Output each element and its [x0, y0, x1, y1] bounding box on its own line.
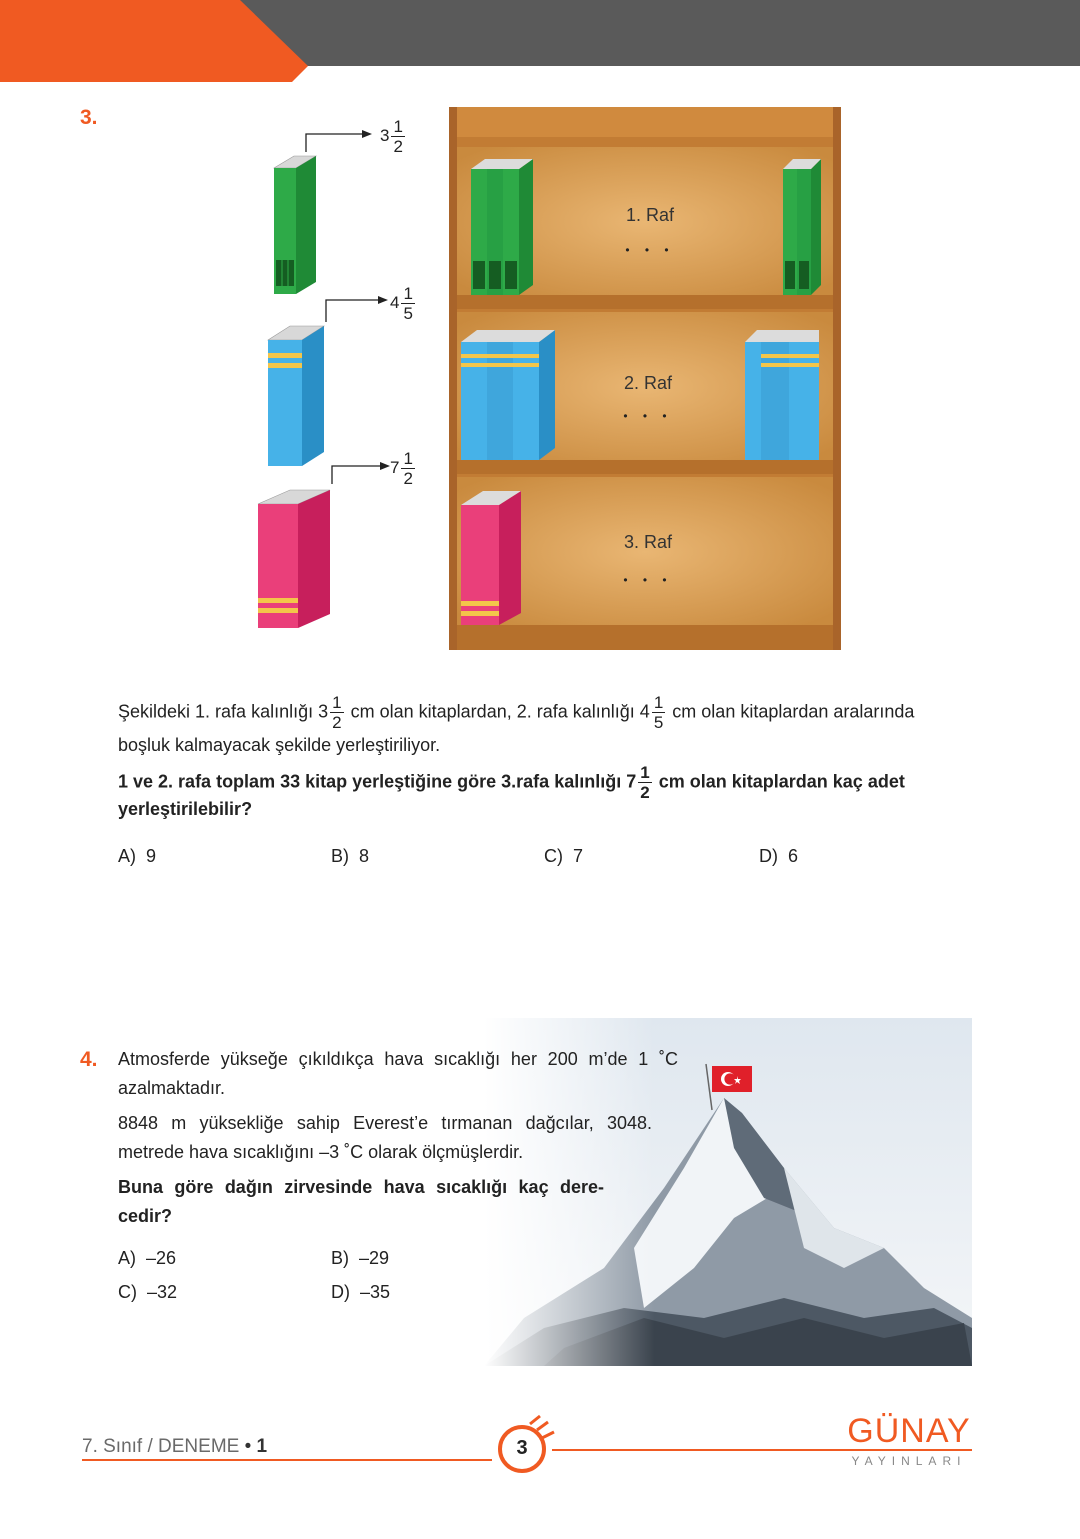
label-den: 2	[403, 469, 413, 488]
q3-option-a[interactable]	[118, 846, 156, 867]
option-value: 8	[359, 846, 370, 866]
q3-option-c[interactable]	[544, 846, 583, 867]
brand-logo: GÜNAY	[847, 1412, 971, 1450]
q3-line1-a: Şekildeki 1. rafa kalınlığı	[118, 701, 314, 722]
q3-bold-line2: yerleştirilebilir?	[118, 799, 253, 819]
q3-f2-whole: 4	[639, 701, 650, 722]
q3-line2: boşluk kalmayacak şekilde yerleştiriliyor.	[118, 735, 441, 755]
option-value: 6	[788, 846, 799, 866]
q3-line1-c: cm olan kitaplardan aralarında	[672, 701, 915, 722]
footer-label-text: 7. Sınıf / DENEME	[82, 1436, 240, 1457]
shelf-1-dots: • • •	[625, 243, 675, 257]
shelf-2-label: 2. Raf	[623, 373, 673, 393]
q3-f2-num: 1	[653, 693, 664, 712]
q4-line1: Atmosferde yükseğe çıkıldıkça hava sıcaklığı her 200 m’de 1 ˚C	[118, 1049, 678, 1069]
q3-bold1-a: 1 ve 2. rafa toplam 33 kitap yerleştiğine göre 3.rafa kalınlığı	[118, 771, 622, 792]
shelf-1-label: 1. Raf	[625, 205, 675, 225]
option-key: B)	[331, 846, 349, 866]
books-illustration	[250, 110, 450, 640]
q4-number: 4.	[80, 1048, 98, 1071]
q3-f1-den: 2	[332, 713, 342, 732]
option-value: –26	[146, 1248, 177, 1268]
q4-text	[118, 1045, 678, 1231]
green-book	[274, 156, 316, 294]
shelf-3-dots: • • •	[623, 573, 673, 587]
shelf-3-label: 3. Raf	[623, 532, 673, 552]
q4-line2: azalmaktadır.	[118, 1078, 226, 1098]
option-value: –29	[359, 1248, 390, 1268]
footer-number: 1	[256, 1436, 268, 1457]
footer-line-left	[82, 1459, 492, 1461]
q3-f2-den: 5	[653, 713, 664, 732]
q3-f3-whole: 7	[626, 771, 637, 792]
green-book-thickness	[380, 118, 407, 155]
option-value: 7	[573, 846, 584, 866]
page-number: 3	[516, 1437, 528, 1459]
blue-book-thickness	[390, 285, 417, 322]
option-key: A)	[118, 1248, 136, 1268]
option-key: C)	[118, 1282, 137, 1302]
shelf-2-dots: • • •	[623, 409, 673, 423]
option-value: –32	[147, 1282, 178, 1302]
label-num: 1	[403, 284, 413, 303]
option-value: –35	[360, 1282, 391, 1302]
q4-bold2: cedir?	[118, 1206, 173, 1226]
label-den: 2	[393, 137, 403, 156]
pink-book	[258, 490, 330, 628]
q3-f3-den: 2	[640, 783, 650, 802]
option-key: D)	[759, 846, 778, 866]
q4-option-b[interactable]	[331, 1248, 389, 1269]
q3-line1	[118, 694, 978, 731]
q3-f1-num: 1	[332, 693, 342, 712]
pink-book-thickness	[390, 450, 417, 487]
q3-line1-b: cm olan kitaplardan, 2. rafa kalınlığı	[350, 701, 635, 722]
q4-bold1: Buna göre dağın zirvesinde hava sıcaklığı kaç dere-	[118, 1177, 604, 1197]
q4-line4: metrede hava sıcaklığını –3 ˚C olarak ölçmüşlerdir.	[118, 1142, 524, 1162]
option-value: 9	[146, 846, 157, 866]
q4-option-a[interactable]	[118, 1248, 176, 1269]
header-accent	[0, 0, 320, 82]
q4-option-c[interactable]	[118, 1282, 177, 1303]
blue-book	[268, 326, 324, 466]
q3-number: 3.	[80, 106, 98, 129]
q3-option-d[interactable]	[759, 846, 798, 867]
q3-f3-num: 1	[640, 763, 650, 782]
label-whole: 4	[390, 292, 400, 312]
label-whole: 7	[390, 457, 400, 477]
q3-option-b[interactable]	[331, 846, 369, 867]
label-den: 5	[403, 304, 413, 323]
q3-bold1-b: cm olan kitaplardan kaç adet	[658, 771, 905, 792]
q4-option-d[interactable]	[331, 1282, 390, 1303]
q3-text	[118, 694, 978, 824]
label-num: 1	[393, 117, 403, 136]
label-whole: 3	[380, 125, 390, 145]
option-key: D)	[331, 1282, 350, 1302]
option-key: A)	[118, 846, 136, 866]
label-num: 1	[403, 449, 413, 468]
option-key: C)	[544, 846, 563, 866]
q4-line3: 8848 m yüksekliğe sahip Everest’e tırmanan dağcılar, 3048.	[118, 1113, 652, 1133]
option-key: B)	[331, 1248, 349, 1268]
brand-subtitle: YAYINLARI	[851, 1454, 967, 1468]
footer-label: 7. Sınıf / DENEME • 1	[82, 1436, 268, 1457]
q3-f1-whole: 3	[318, 701, 329, 722]
